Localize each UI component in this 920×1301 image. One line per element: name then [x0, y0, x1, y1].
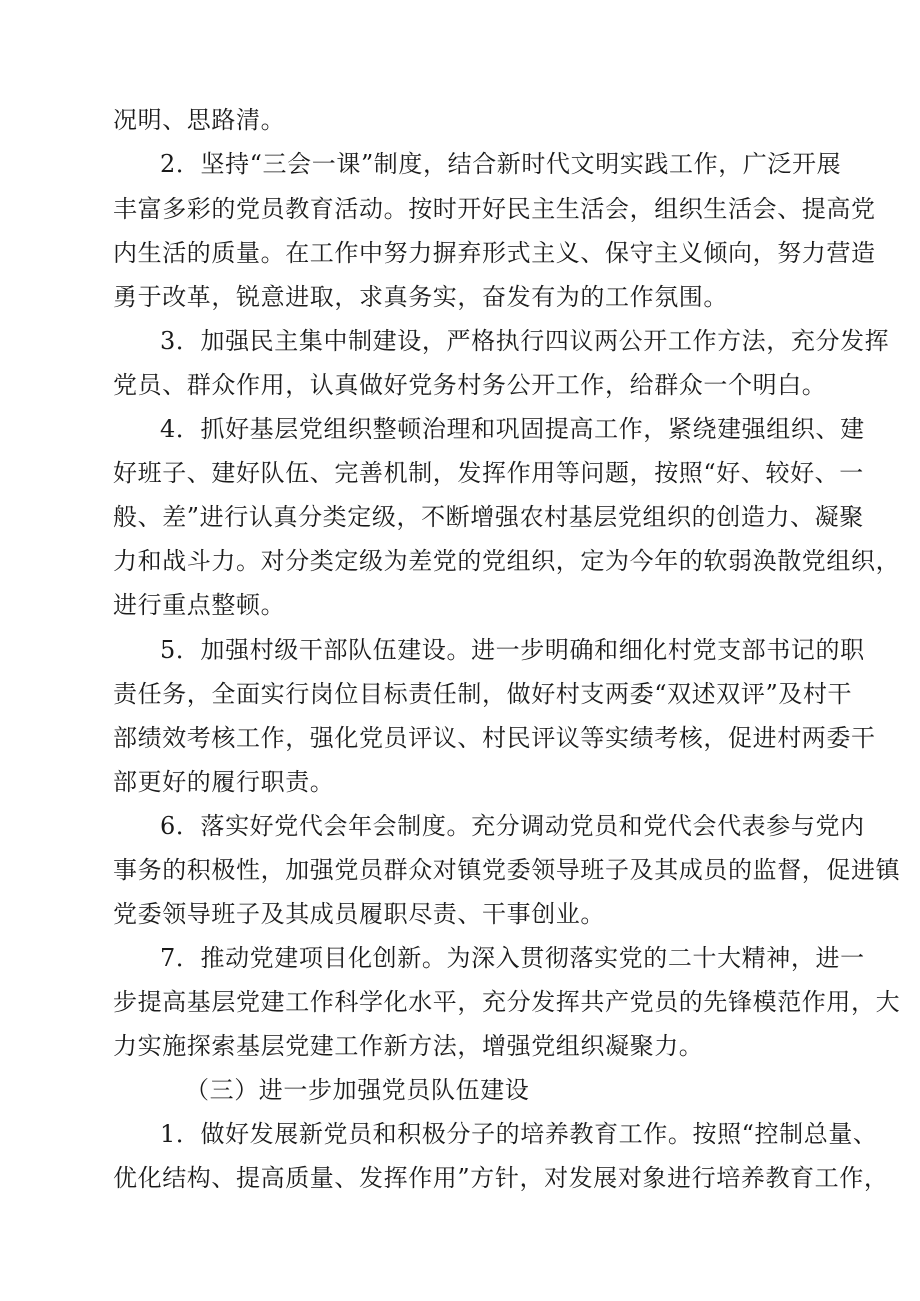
text-line: 内生活的质量。在工作中努力摒弃形式主义、保守主义倾向，努力营造	[113, 239, 876, 267]
text-line: 好班子、建好队伍、完善机制，发挥作用等问题，按照“好、较好、一	[113, 459, 864, 487]
text-line: 勇于改革，锐意进取，求真务实，奋发有为的工作氛围。	[113, 283, 728, 311]
numbered-item-4: 4．抓好基层党组织整顿治理和巩固提高工作，紧绕建强组织、建	[160, 415, 865, 443]
text-line: 事务的积极性，加强党员群众对镇党委领导班子及其成员的监督，促进镇	[113, 856, 901, 884]
section-heading: （三）进一步加强党员队伍建设	[185, 1076, 530, 1104]
text-line: 丰富多彩的党员教育活动。按时开好民主生活会，组织生活会、提高党	[113, 195, 876, 223]
text-line: 责任务，全面实行岗位目标责任制，做好村支两委“双述双评”及村干	[113, 680, 853, 708]
numbered-item-2: 2．坚持“三会一课”制度，结合新时代文明实践工作，广泛开展	[160, 150, 842, 178]
text-line: 部更好的履行职责。	[113, 768, 335, 796]
numbered-item-1: 1．做好发展新党员和积极分子的培养教育工作。按照“控制总量、	[160, 1120, 878, 1148]
text-line: 部绩效考核工作，强化党员评议、村民评议等实绩考核，促进村两委干	[113, 724, 876, 752]
numbered-item-5: 5．加强村级干部队伍建设。进一步明确和细化村党支部书记的职	[160, 636, 865, 664]
text-line: 力和战斗力。对分类定级为差党的党组织，定为今年的软弱涣散党组织，	[113, 547, 901, 575]
text-line: 党员、群众作用，认真做好党务村务公开工作，给群众一个明白。	[113, 371, 827, 399]
numbered-item-3: 3．加强民主集中制建设，严格执行四议两公开工作方法，充分发挥	[160, 327, 890, 355]
text-line: 步提高基层党建工作科学化水平，充分发挥共产党员的先锋模范作用，大	[113, 988, 901, 1016]
text-line: 党委领导班子及其成员履职尽责、干事创业。	[113, 900, 605, 928]
text-line: 力实施探索基层党建工作新方法，增强党组织凝聚力。	[113, 1032, 704, 1060]
numbered-item-6: 6．落实好党代会年会制度。充分调动党员和党代会代表参与党内	[160, 812, 865, 840]
numbered-item-7: 7．推动党建项目化创新。为深入贯彻落实党的二十大精神，进一	[160, 944, 865, 972]
text-line: 优化结构、提高质量、发挥作用”方针，对发展对象进行培养教育工作，	[113, 1164, 889, 1192]
text-line: 况明、思路清。	[113, 106, 286, 134]
text-line: 进行重点整顿。	[113, 591, 286, 619]
text-line: 般、差”进行认真分类定级，不断增强农村基层党组织的创造力、凝聚	[113, 503, 864, 531]
